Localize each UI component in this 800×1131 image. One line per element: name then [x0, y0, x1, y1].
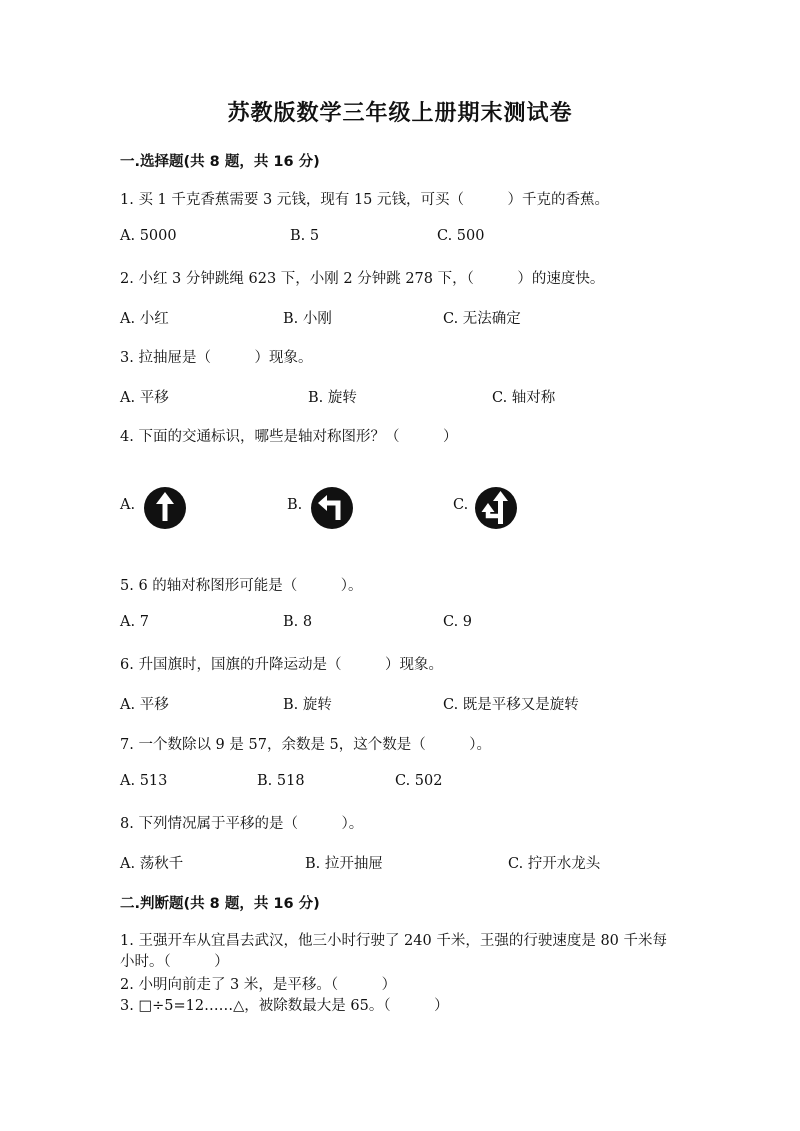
q6-option-a: A. 平移 — [120, 697, 169, 713]
q3-option-c: C. 轴对称 — [492, 390, 556, 406]
q1-option-b: B. 5 — [290, 228, 320, 244]
q3-option-b: B. 旋转 — [308, 390, 357, 406]
q4-option-c: C. — [453, 497, 469, 513]
question-2: 2. 小红 3 分钟跳绳 623 下，小刚 2 分钟跳 278 下，（ ）的速度快。 — [120, 271, 605, 287]
q1-option-c: C. 500 — [437, 228, 485, 244]
straight-or-left-sign-icon — [474, 486, 518, 530]
question-4: 4. 下面的交通标识，哪些是轴对称图形？（ ） — [120, 429, 458, 445]
q4-option-a: A. — [120, 497, 136, 513]
section-heading-choice: 一.选择题(共 8 题，共 16 分) — [120, 154, 320, 170]
q7-option-a: A. 513 — [120, 773, 168, 789]
q5-option-b: B. 8 — [283, 614, 313, 630]
q2-option-a: A. 小红 — [120, 311, 169, 327]
q5-option-a: A. 7 — [120, 614, 149, 630]
question-7: 7. 一个数除以 9 是 57，余数是 5，这个数是（ ）。 — [120, 737, 492, 753]
q8-option-a: A. 荡秋千 — [120, 856, 184, 872]
question-5: 5. 6 的轴对称图形可能是（ ）。 — [120, 578, 363, 594]
q8-option-b: B. 拉开抽屉 — [305, 856, 383, 872]
judgement-question-2: 2. 小明向前走了 3 米，是平移。（ ） — [120, 977, 397, 993]
q7-option-c: C. 502 — [395, 773, 443, 789]
page-title: 苏教版数学三年级上册期末测试卷 — [227, 100, 573, 126]
q6-option-b: B. 旋转 — [283, 697, 332, 713]
straight-arrow-sign-icon — [143, 486, 187, 530]
q3-option-a: A. 平移 — [120, 390, 169, 406]
judgement-question-1: 1. 王强开车从宜昌去武汉，他三小时行驶了 240 千米，王强的行驶速度是 80 千米每小时。（ ） — [120, 933, 668, 970]
judgement-question-3: 3. □÷5=12……△，被除数最大是 65。（ ） — [120, 998, 449, 1014]
question-6: 6. 升国旗时，国旗的升降运动是（ ）现象。 — [120, 657, 443, 673]
q6-option-c: C. 既是平移又是旋转 — [443, 697, 579, 713]
q4-option-b: B. — [287, 497, 303, 513]
question-1: 1. 买 1 千克香蕉需要 3 元钱，现有 15 元钱，可买（ ）千克的香蕉。 — [120, 192, 609, 208]
question-8: 8. 下列情况属于平移的是（ ）。 — [120, 816, 364, 832]
q2-option-b: B. 小刚 — [283, 311, 332, 327]
q4-sign-options — [0, 486, 800, 530]
left-turn-sign-icon — [310, 486, 354, 530]
q5-option-c: C. 9 — [443, 614, 473, 630]
q7-option-b: B. 518 — [257, 773, 305, 789]
question-3: 3. 拉抽屉是（ ）现象。 — [120, 350, 313, 366]
q1-option-a: A. 5000 — [120, 228, 177, 244]
q8-option-c: C. 拧开水龙头 — [508, 856, 601, 872]
section-heading-judgement: 二.判断题(共 8 题，共 16 分) — [120, 896, 320, 912]
q2-option-c: C. 无法确定 — [443, 311, 521, 327]
